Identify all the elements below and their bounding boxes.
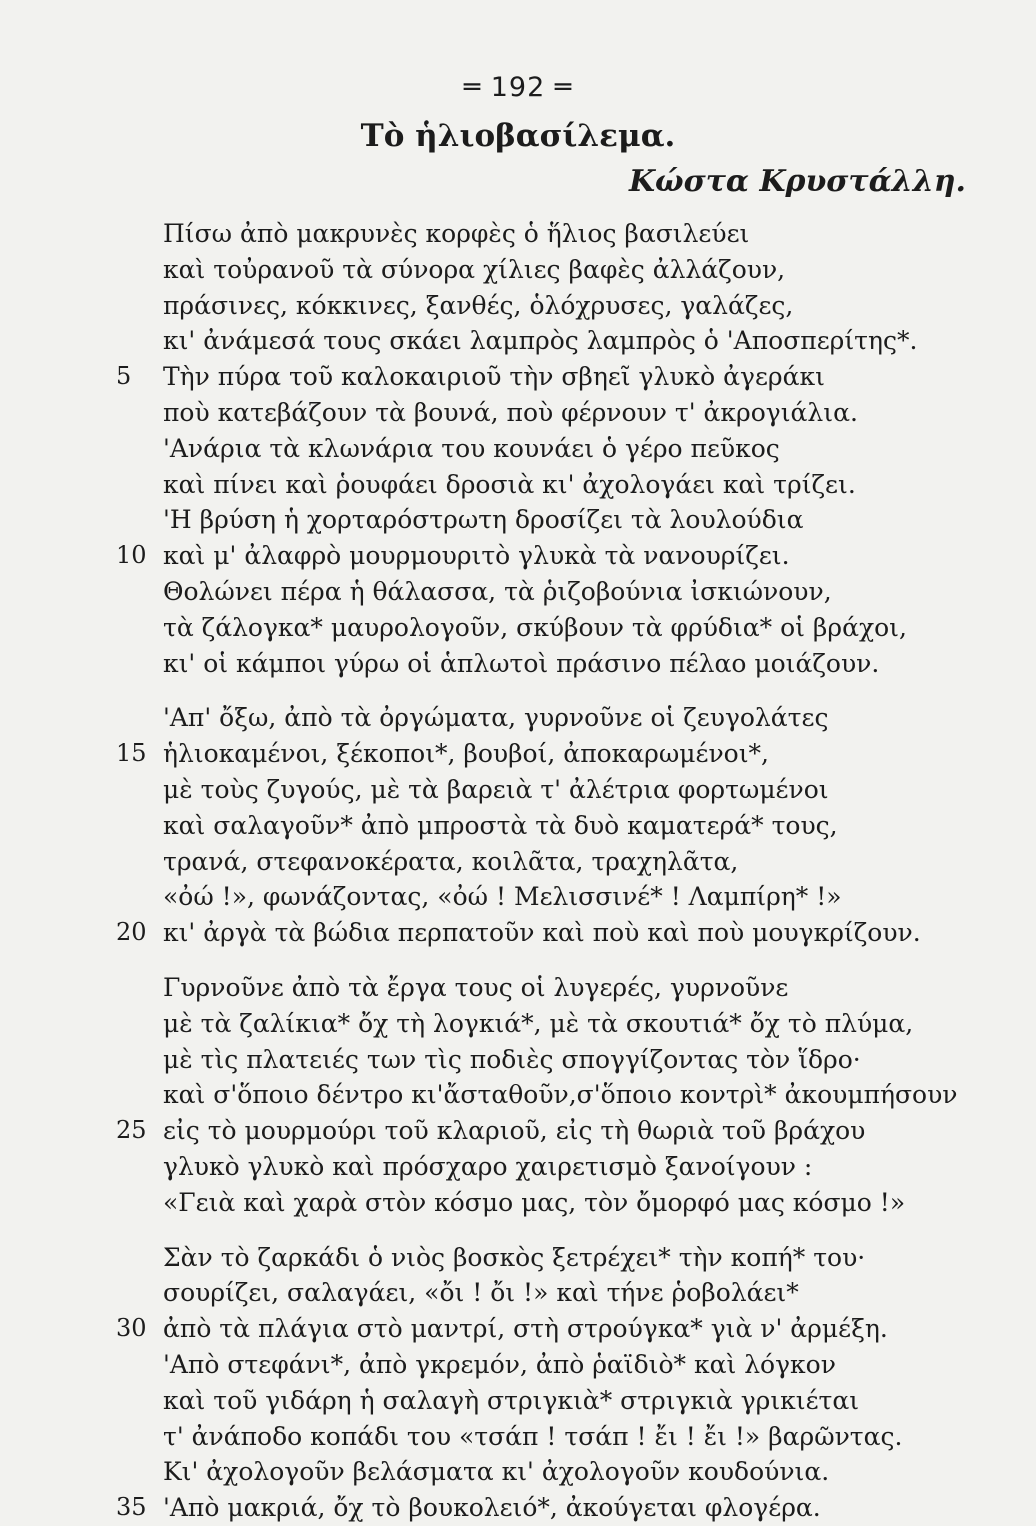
line-number: 25 [116,1116,147,1145]
poem-line [0,288,1036,324]
poem-line [0,610,1036,646]
line-text: καὶ τοῦ γιδάρη ἡ σαλαγὴ στριγκιὰ* στριγκιὰ γρικιέται [163,1385,860,1415]
poem-line [0,395,1036,431]
line-text: γλυκὸ γλυκὸ καὶ πρόσχαρο χαιρετισμὸ ξανοίγουν : [163,1151,813,1181]
line-number: 5 [116,362,132,391]
line-text: τὰ ζάλογκα* μαυρολογοῦν, σκύβουν τὰ φρύδια* οἱ βράχοι, [163,612,907,642]
poem-line [0,879,1036,915]
line-text: πράσινες, κόκκινες, ξανθές, ὁλόχρυσες, γαλάζες, [163,290,794,320]
poem-line [0,431,1036,467]
line-text: Κι' ἀχολογοῦν βελάσματα κι' ἀχολογοῦν κουδούνια. [163,1457,830,1487]
poem-line [0,1275,1036,1311]
poem-line [0,323,1036,359]
poem-line [0,467,1036,503]
poem-line [0,646,1036,682]
poem-body [0,216,1036,1526]
poem-line [0,538,1036,574]
line-text: ἡλιοκαμένοι, ξέκοποι*, βουβοί, ἀποκαρωμένοι*, [163,739,769,769]
line-text: μὲ τὶς πλατειές των τὶς ποδιὲς σπογγίζοντας τὸν ἵδρο· [163,1044,861,1074]
line-text: καὶ μ' ἀλαφρὸ μουρμουριτὸ γλυκὰ τὰ νανουρίζει. [163,541,790,571]
line-text: κι' ἀργὰ τὰ βώδια περπατοῦν καὶ ποὺ καὶ ποὺ μουγκρίζουν. [163,918,921,948]
line-text: 'Απὸ στεφάνι*, ἀπὸ γκρεμόν, ἀπὸ ῥαϊδιὸ* καὶ λόγκον [163,1349,836,1379]
line-text: 'Η βρύση ἡ χορταρόστρωτη δροσίζει τὰ λουλούδια [163,505,804,535]
line-text: καὶ σ'ὅποιο δέντρο κι'ἄσταθοῦν,σ'ὅποιο κοντρὶ* ἀκουμπήσουν [163,1080,958,1110]
line-text: εἰς τὸ μουρμούρι τοῦ κλαριοῦ, εἰς τὴ θωριὰ τοῦ βράχου [163,1116,866,1146]
line-number: 15 [116,739,147,768]
poem-line [0,1419,1036,1455]
page-number: ═ 192 ═ [463,72,573,103]
poem-line [0,574,1036,610]
line-text: 'Ανάρια τὰ κλωνάρια του κουνάει ὁ γέρο πεῦκος [163,433,780,463]
line-text: Θολώνει πέρα ἡ θάλασσα, τὰ ῥιζοβούνια ἰσκιώνουν, [163,576,832,606]
poem-line [0,1042,1036,1078]
poem-line [0,1311,1036,1347]
line-text: κι' ἀνάμεσά τους σκάει λαμπρὸς λαμπρὸς ὁ 'Αποσπερίτης*. [163,326,918,356]
poem-line [0,808,1036,844]
poem-line [0,1454,1036,1490]
line-text: ποὺ κατεβάζουν τὰ βουνά, ποὺ φέρνουν τ' ἀκρογιάλια. [163,397,858,427]
poem-line [0,1383,1036,1419]
line-number: 35 [116,1493,147,1522]
poem-line [0,1077,1036,1113]
poem-title: Τὸ ἡλιοβασίλεμα. [360,118,676,154]
poem-line [0,1185,1036,1221]
line-text: «ὀώ !», φωνάζοντας, «ὀώ ! Μελισσινέ* ! Λαμπίρη* !» [163,882,842,912]
line-text: Σὰν τὸ ζαρκάδι ὁ νιὸς βοσκὸς ξετρέχει* τὴν κοπή* του· [163,1242,866,1272]
poem-line [0,1113,1036,1149]
poem-line [0,700,1036,736]
poem-line [0,844,1036,880]
line-text: καὶ σαλαγοῦν* ἀπὸ μπροστὰ τὰ δυὸ καματερά* τους, [163,810,838,840]
line-text: καὶ πίνει καὶ ῥουφάει δροσιὰ κι' ἀχολογάει καὶ τρίζει. [163,469,856,499]
line-text: Τὴν πύρα τοῦ καλοκαιριοῦ τὴν σβηεῖ γλυκὸ ἀγεράκι [163,362,825,392]
line-text: Πίσω ἀπὸ μακρυνὲς κορφὲς ὁ ἥλιος βασιλεύει [163,219,750,248]
poem-line [0,970,1036,1006]
line-text: κι' οἱ κάμποι γύρω οἱ ἁπλωτοὶ πράσινο πέλαο μοιάζουν. [163,648,880,678]
line-text: 'Απ' ὄξω, ἀπὸ τὰ ὀργώματα, γυρνοῦνε οἱ ζευγολάτες [163,703,829,733]
poem-line [0,772,1036,808]
line-text: καὶ τοὐρανοῦ τὰ σύνορα χίλιες βαφὲς ἀλλάζουν, [163,254,786,284]
line-number: 20 [116,918,147,947]
poem-line [0,1490,1036,1526]
line-text: Γυρνοῦνε ἀπὸ τὰ ἔργα τους οἱ λυγερές, γυρνοῦνε [163,972,789,1002]
poem-line [0,915,1036,951]
poem-line [0,216,1036,252]
poem-line [0,736,1036,772]
line-number: 30 [116,1314,147,1343]
poem-line [0,359,1036,395]
line-number: 10 [116,541,147,570]
line-text: «Γειὰ καὶ χαρὰ στὸν κόσμο μας, τὸν ὄμορφό μας κόσμο !» [163,1187,906,1217]
line-text: τρανά, στεφανοκέρατα, κοιλᾶτα, τραχηλᾶτα, [163,846,739,876]
poem-line [0,1240,1036,1276]
line-text: ἀπὸ τὰ πλάγια στὸ μαντρί, στὴ στρούγκα* γιὰ ν' ἀρμέξη. [163,1314,888,1344]
line-text: μὲ τοὺς ζυγούς, μὲ τὰ βαρειὰ τ' ἀλέτρια φορτωμένοι [163,774,829,804]
line-text: τ' ἀνάποδο κοπάδι του «τσάπ ! τσάπ ! ἔι ! ἔι !» βαρῶντας. [163,1421,903,1451]
poem-line [0,502,1036,538]
line-text: μὲ τὰ ζαλίκια* ὄχ τὴ λογκιά*, μὲ τὰ σκουτιά* ὄχ τὸ πλύμα, [163,1008,914,1038]
poem-line [0,1006,1036,1042]
line-text: σουρίζει, σαλαγάει, «ὄι ! ὄι !» καὶ τήνε ῥοβολάει* [163,1278,799,1308]
poem-author: Κώστα Κρυστάλλη. [628,164,966,199]
poem-line [0,252,1036,288]
line-text: 'Απὸ μακριά, ὄχ τὸ βουκολειό*, ἀκούγεται φλογέρα. [163,1493,821,1523]
poem-line [0,1347,1036,1383]
poem-line [0,1149,1036,1185]
